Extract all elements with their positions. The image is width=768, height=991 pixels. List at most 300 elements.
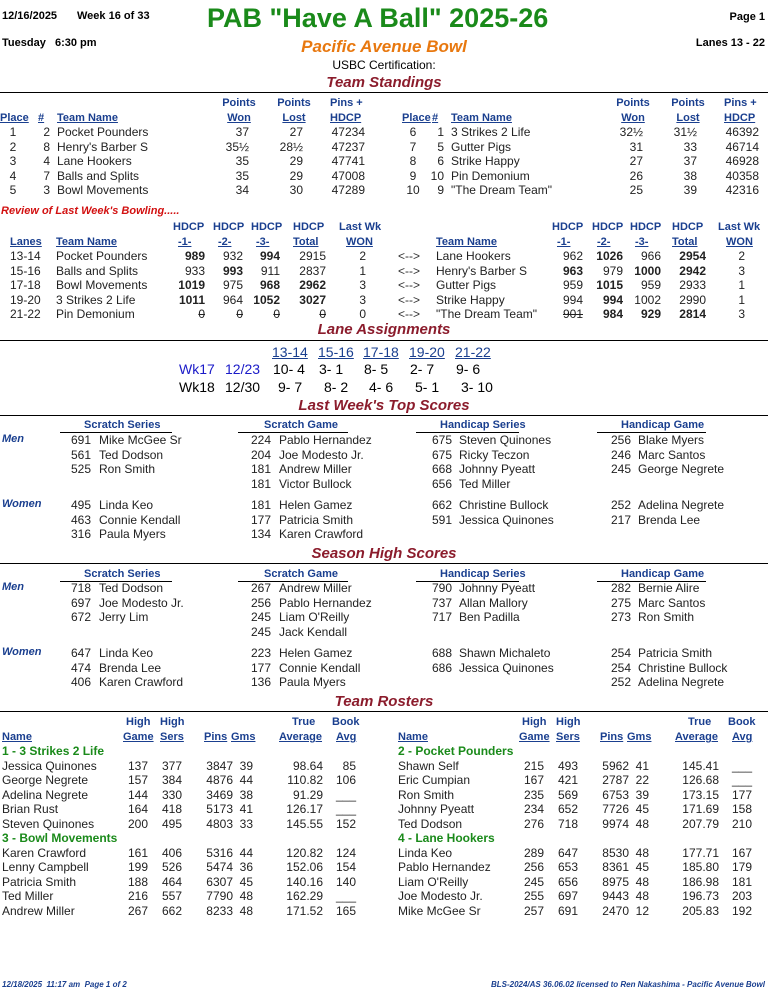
points-lost: 30: [289, 183, 303, 197]
bowler-name: Helen Gamez: [279, 498, 353, 512]
category-women: Women: [2, 498, 42, 510]
bowler-name: Ted Dodson: [99, 447, 164, 462]
player-stat: 234: [523, 802, 544, 816]
player-stat: 120.82: [286, 845, 323, 860]
bowler-name: Ron Smith: [99, 462, 156, 476]
player-stat: 152: [335, 816, 356, 831]
score-value: 1: [359, 263, 366, 278]
player-stat: 39: [635, 787, 649, 802]
score: 672: [70, 610, 91, 624]
player-stat: 48: [635, 816, 649, 831]
lane-pair: 21-22: [10, 307, 41, 321]
pins-hdcp: 46928: [725, 154, 759, 168]
pins-hdcp: 46392: [725, 125, 759, 139]
bowler-name: Liam O'Reilly: [279, 610, 350, 624]
player-stat: 48: [635, 874, 649, 889]
header-total: Total: [672, 236, 698, 248]
score: 718: [70, 581, 91, 595]
header-games: Gms: [627, 731, 652, 743]
player-stat: ___: [335, 889, 356, 903]
usbc-certification: USBC Certification:: [332, 58, 436, 72]
header-hdcp: HDCP: [251, 221, 283, 233]
team-name: Bowl Movements: [56, 278, 148, 292]
team-name: 3 Strikes 2 Life: [56, 292, 136, 307]
score-value: 3: [738, 307, 745, 321]
header-pins-hdcp: HDCP: [724, 112, 756, 124]
score: 737: [431, 595, 452, 610]
player-stat: 289: [523, 845, 544, 860]
player-stat: 36: [239, 860, 253, 874]
player-stat: 98.64: [292, 758, 323, 773]
header-high-game: High: [126, 716, 151, 728]
bowler-name: George Negrete: [638, 462, 725, 476]
bowler-name: Paula Myers: [279, 675, 346, 689]
matchup: 3- 10: [461, 379, 493, 395]
score: 591: [431, 512, 452, 527]
score: 790: [431, 581, 452, 595]
standing-place: 1: [9, 125, 17, 139]
score: 675: [431, 447, 452, 462]
player-stat: 110.82: [287, 773, 323, 787]
header-team-number: #: [432, 112, 439, 124]
matchup: 10- 4: [273, 361, 305, 377]
player-name: Brian Rust: [2, 802, 59, 816]
header-game: -1-: [178, 236, 192, 248]
bowler-name: Shawn Michaleto: [459, 646, 551, 660]
header-game: -3-: [256, 236, 270, 248]
pins-hdcp: 47237: [331, 139, 365, 154]
player-stat: 39: [239, 758, 253, 773]
player-stat: 154: [335, 860, 356, 874]
player-stat: 144: [127, 787, 148, 802]
score-value: 1002: [634, 292, 661, 307]
score-value: 994: [259, 249, 280, 263]
team-number: 2: [43, 125, 50, 139]
header-high-series: High: [160, 716, 185, 728]
standing-place: 8: [409, 154, 417, 168]
player-stat: 653: [557, 860, 578, 874]
header-high-series: Sers: [556, 731, 580, 743]
bowler-name: Brenda Lee: [638, 512, 701, 527]
score-value: 0: [319, 307, 326, 321]
score-value: 3027: [299, 292, 326, 307]
header-points-lost: Points: [277, 97, 311, 109]
header-points-won: Won: [227, 112, 251, 124]
player-stat: 179: [731, 860, 752, 874]
player-stat: 165: [335, 903, 356, 918]
player-name: Lenny Campbell: [2, 860, 89, 874]
week-label: Wk17: [179, 361, 215, 377]
player-stat: 171.69: [682, 802, 719, 816]
lane-pair-header: 21-22: [455, 344, 491, 360]
bowler-name: Helen Gamez: [279, 646, 353, 660]
player-stat: 91.29: [292, 787, 323, 802]
player-stat: 181: [731, 874, 752, 889]
report-date: 12/16/2025: [2, 10, 58, 22]
team-name: Lane Hookers: [57, 154, 132, 168]
player-stat: 126.68: [682, 773, 719, 787]
header-team-name: Team Name: [57, 112, 118, 124]
score-value: 3: [738, 263, 745, 278]
player-stat: 9443: [602, 889, 629, 903]
team-number: 3: [43, 183, 50, 197]
score-value: 994: [602, 292, 623, 307]
score-value: 1015: [596, 278, 623, 292]
player-stat: 171.52: [286, 903, 323, 918]
score-category-header: Handicap Game: [621, 568, 705, 580]
header-game: -2-: [597, 236, 611, 248]
player-stat: 188: [127, 874, 148, 889]
team-name: Pocket Pounders: [57, 125, 149, 139]
footer-timestamp: 12/18/2025 11:17 am Page 1 of 2: [2, 980, 127, 989]
bowler-name: Christine Bullock: [638, 660, 728, 675]
header-true-average: Average: [279, 731, 323, 743]
score: 136: [250, 675, 271, 689]
rosters-title: Team Rosters: [334, 693, 434, 710]
player-stat: 85: [342, 758, 356, 773]
score: 254: [610, 646, 631, 660]
player-stat: 8361: [602, 860, 629, 874]
footer-license: BLS-2024/AS 36.06.02 licensed to Ren Nakashima - Pacific Avenue Bowl: [490, 980, 765, 989]
score-value: 989: [184, 249, 205, 263]
bowler-name: Ricky Teczon: [459, 447, 530, 462]
points-lost: 38: [683, 168, 697, 183]
score-value: 959: [640, 278, 661, 292]
team-number: 9: [437, 183, 444, 197]
score-value: 933: [184, 263, 205, 278]
week-date: 12/23: [225, 361, 261, 377]
header-pins-hdcp: Pins +: [724, 97, 757, 109]
bowler-name: Joe Modesto Jr.: [99, 595, 184, 610]
player-stat: 192: [731, 903, 752, 918]
bowler-name: Patricia Smith: [638, 646, 713, 660]
team-name: "The Dream Team": [436, 307, 537, 321]
player-stat: 257: [523, 903, 544, 918]
team-name: Henry's Barber S: [57, 139, 148, 154]
points-won: 35: [235, 168, 249, 183]
header-lanes: Lanes: [10, 236, 42, 248]
header-high-game: High: [522, 716, 547, 728]
score: 181: [250, 462, 271, 476]
player-stat: 162.29: [286, 889, 323, 903]
points-lost: 29: [289, 168, 303, 183]
player-stat: 5316: [206, 845, 233, 860]
player-stat: 267: [127, 903, 148, 918]
bowler-name: Pablo Hernandez: [279, 433, 372, 447]
score: 256: [610, 433, 631, 447]
player-name: Ron Smith: [398, 787, 455, 802]
player-stat: 203: [731, 889, 752, 903]
points-lost: 29: [289, 154, 303, 168]
score: 252: [610, 675, 631, 689]
player-stat: 647: [557, 845, 578, 860]
bowler-name: Connie Kendall: [279, 660, 361, 675]
player-stat: 48: [635, 845, 649, 860]
pins-hdcp: 46714: [725, 139, 759, 154]
player-stat: 215: [523, 758, 544, 773]
bowler-name: Victor Bullock: [279, 476, 352, 491]
score-value: 2814: [679, 307, 706, 321]
score-value: 964: [222, 292, 243, 307]
header-game: -2-: [218, 236, 232, 248]
header-team-name: Team Name: [56, 236, 117, 248]
team-number: 7: [43, 168, 50, 183]
score-value: 1: [738, 278, 745, 292]
player-stat: 161: [127, 845, 148, 860]
matchup: 8- 5: [364, 361, 389, 377]
points-won: 37: [235, 125, 249, 139]
score-value: 1: [738, 292, 745, 307]
vs-arrow: <-->: [398, 292, 421, 307]
header-points-lost: Points: [671, 97, 705, 109]
score: 252: [610, 498, 631, 512]
player-stat: 207.79: [682, 816, 719, 831]
team-number: 8: [43, 139, 50, 154]
player-name: Eric Cumpian: [398, 773, 471, 787]
score: 275: [610, 595, 631, 610]
score: 245: [610, 462, 631, 476]
team-name: Henry's Barber S: [436, 263, 527, 278]
category-men: Men: [2, 581, 24, 593]
header-high-game: Game: [519, 731, 550, 743]
score-value: 2915: [299, 249, 326, 263]
player-stat: ___: [731, 773, 752, 787]
header-true-average: True: [688, 716, 712, 728]
player-stat: 199: [127, 860, 148, 874]
header-team-number: #: [38, 112, 45, 124]
player-stat: 41: [239, 802, 253, 816]
player-name: Johnny Pyeatt: [398, 802, 475, 816]
score-value: 2933: [679, 278, 706, 292]
score: 224: [250, 433, 271, 447]
team-number: 5: [437, 139, 444, 154]
header-high-series: Sers: [160, 731, 184, 743]
bowler-name: Adelina Negrete: [638, 498, 725, 512]
score: 675: [431, 433, 452, 447]
header-high-game: Game: [123, 731, 154, 743]
player-stat: 106: [335, 773, 356, 787]
lane-pair-header: 15-16: [318, 344, 354, 360]
header-book-average: Book: [728, 716, 756, 728]
standing-place: 9: [409, 168, 417, 183]
score: 217: [610, 512, 631, 527]
matchup: 4- 6: [369, 379, 394, 395]
team-name: Pin Demonium: [56, 307, 135, 321]
player-stat: 185.80: [682, 860, 719, 874]
points-won: 31: [629, 139, 643, 154]
points-lost: 37: [683, 154, 697, 168]
player-name: Mike McGee Sr: [398, 903, 481, 918]
team-name: Strike Happy: [451, 154, 520, 168]
team-number: 10: [430, 168, 444, 183]
score: 181: [250, 476, 271, 491]
bowler-name: Blake Myers: [638, 433, 705, 447]
player-stat: 418: [161, 802, 182, 816]
score: 717: [431, 610, 452, 624]
header-games: Gms: [231, 731, 256, 743]
player-stat: 8530: [602, 845, 629, 860]
player-stat: 7790: [206, 889, 233, 903]
player-name: Joe Modesto Jr.: [398, 889, 483, 903]
lanes-range: Lanes 13 - 22: [695, 37, 765, 49]
header-points-won: Won: [621, 112, 645, 124]
roster-team-name: 2 - Pocket Pounders: [398, 744, 514, 758]
bowler-name: Jessica Quinones: [459, 660, 554, 675]
vs-arrow: <-->: [398, 249, 421, 263]
roster-team-name: 4 - Lane Hookers: [398, 831, 495, 845]
player-name: Steven Quinones: [2, 816, 95, 831]
score-value: 0: [273, 307, 280, 321]
player-stat: 9974: [602, 816, 629, 831]
points-won: 32½: [619, 125, 643, 139]
player-stat: 656: [557, 874, 578, 889]
bowler-name: Ben Padilla: [459, 610, 520, 624]
category-women: Women: [2, 646, 42, 658]
player-name: Linda Keo: [398, 845, 453, 860]
player-stat: 140.16: [286, 874, 323, 889]
score: 463: [70, 512, 91, 527]
player-stat: 45: [239, 874, 253, 889]
header-points-won: Points: [222, 97, 256, 109]
player-stat: 45: [635, 802, 649, 816]
player-stat: 48: [239, 903, 253, 918]
player-stat: 2787: [602, 773, 629, 787]
bowler-name: Joe Modesto Jr.: [279, 447, 364, 462]
vs-arrow: <-->: [398, 278, 421, 292]
score: 691: [70, 433, 91, 447]
header-true-average: True: [292, 716, 316, 728]
header-won: WON: [726, 236, 753, 248]
player-stat: 196.73: [682, 889, 719, 903]
score-value: 2942: [679, 263, 706, 278]
player-stat: 137: [127, 758, 148, 773]
roster-team-name: 3 - Bowl Movements: [2, 831, 118, 845]
score: 316: [70, 527, 91, 541]
player-stat: 406: [161, 845, 182, 860]
header-hdcp: HDCP: [672, 221, 704, 233]
header-hdcp: HDCP: [592, 221, 624, 233]
score: 668: [431, 462, 452, 476]
score-value: 1000: [634, 263, 661, 278]
lane-pair-header: 17-18: [363, 344, 399, 360]
player-stat: ___: [335, 802, 356, 816]
bowler-name: Andrew Miller: [279, 462, 352, 476]
score-value: 966: [640, 249, 661, 263]
player-stat: 526: [161, 860, 182, 874]
lane-pair-header: 19-20: [409, 344, 445, 360]
player-name: Adelina Negrete: [2, 787, 89, 802]
points-lost: 27: [289, 125, 303, 139]
category-men: Men: [2, 433, 24, 445]
bowler-name: Patricia Smith: [279, 512, 354, 527]
team-number: 4: [43, 154, 50, 168]
bowler-name: Marc Santos: [638, 595, 706, 610]
player-stat: ___: [335, 787, 356, 802]
score: 256: [250, 595, 271, 610]
score: 245: [250, 610, 271, 624]
matchup: 5- 1: [415, 379, 440, 395]
score-value: 1019: [178, 278, 205, 292]
bowler-name: Ted Miller: [459, 476, 511, 491]
team-name: Gutter Pigs: [436, 278, 497, 292]
score-value: 963: [562, 263, 583, 278]
standing-place: 10: [406, 183, 420, 197]
lane-pair: 19-20: [10, 292, 41, 307]
league-title: PAB "Have A Ball" 2025-26: [207, 3, 549, 33]
player-stat: 44: [239, 773, 253, 787]
player-stat: 167: [731, 845, 752, 860]
score: 246: [610, 447, 631, 462]
player-stat: 4803: [206, 816, 233, 831]
score: 406: [70, 675, 91, 689]
header-hdcp: HDCP: [630, 221, 662, 233]
player-stat: 2470: [602, 903, 629, 918]
bowler-name: Marc Santos: [638, 447, 706, 462]
bowler-name: Johnny Pyeatt: [459, 581, 536, 595]
player-stat: 44: [239, 845, 253, 860]
header-team-name: Team Name: [436, 236, 497, 248]
player-stat: 200: [127, 816, 148, 831]
player-name: George Negrete: [2, 773, 89, 787]
review-title: Review of Last Week's Bowling.....: [1, 205, 180, 217]
player-stat: 7726: [602, 802, 629, 816]
player-stat: 216: [127, 889, 148, 903]
points-won: 35½: [225, 139, 249, 154]
header-book-average: Avg: [336, 731, 357, 743]
header-high-series: High: [556, 716, 581, 728]
divider: [0, 563, 768, 564]
score: 282: [610, 581, 631, 595]
pins-hdcp: 42316: [725, 183, 759, 197]
score: 525: [70, 462, 91, 476]
team-name: Gutter Pigs: [451, 139, 512, 154]
bowler-name: Brenda Lee: [99, 660, 162, 675]
bowler-name: Andrew Miller: [279, 581, 352, 595]
score-value: 968: [259, 278, 280, 292]
bowler-name: Linda Keo: [99, 498, 154, 512]
player-stat: 12: [635, 903, 649, 918]
player-stat: 255: [523, 889, 544, 903]
score: 686: [431, 660, 452, 675]
points-won: 26: [629, 168, 643, 183]
matchup: 8- 2: [324, 379, 349, 395]
player-stat: ___: [731, 758, 752, 773]
player-stat: 186.98: [682, 874, 719, 889]
header-hdcp: HDCP: [552, 221, 584, 233]
pins-hdcp: 47289: [331, 183, 365, 197]
team-name: Pocket Pounders: [56, 249, 148, 263]
score-value: 0: [236, 307, 243, 321]
score: 267: [250, 581, 271, 595]
team-name: Balls and Splits: [56, 263, 139, 278]
player-stat: 235: [523, 787, 544, 802]
score-value: 2954: [679, 249, 706, 263]
player-stat: 6307: [206, 874, 233, 889]
header-hdcp: HDCP: [173, 221, 205, 233]
score: 181: [250, 498, 271, 512]
header-game: -3-: [635, 236, 649, 248]
header-total: Total: [293, 236, 319, 248]
bowler-name: Steven Quinones: [459, 433, 552, 447]
standing-place: 7: [409, 139, 417, 154]
player-stat: 33: [239, 816, 253, 831]
player-stat: 3847: [206, 758, 233, 773]
bowler-name: Christine Bullock: [459, 498, 549, 512]
pins-hdcp: 47234: [331, 125, 365, 139]
player-stat: 557: [161, 889, 182, 903]
bowler-name: Mike McGee Sr: [99, 433, 182, 447]
score-value: 1011: [178, 292, 205, 307]
